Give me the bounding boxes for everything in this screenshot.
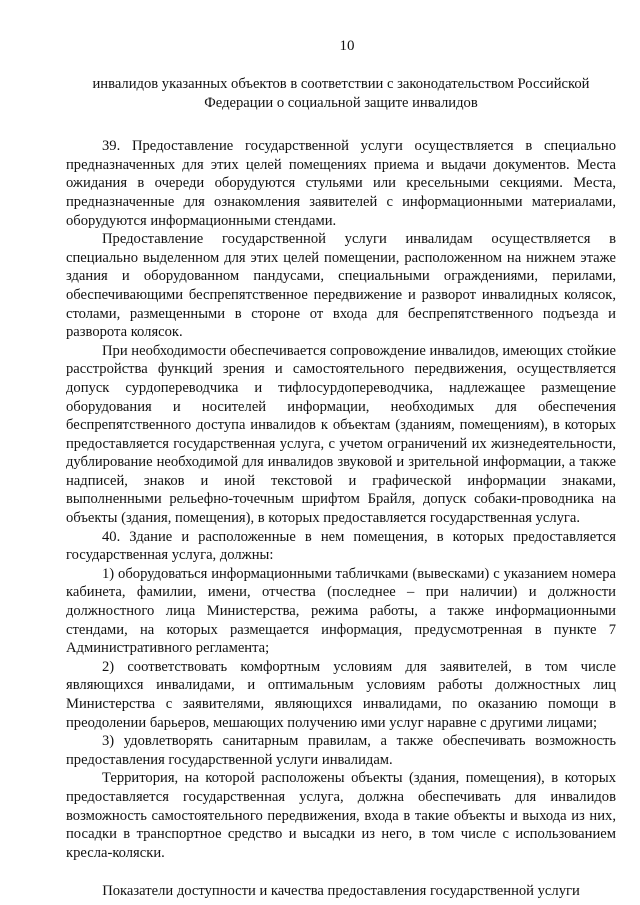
list-item-3: 3) удовлетворять санитарным правилам, а также обеспечивать возможность предоставления государственной услуги инвалидам.	[66, 733, 616, 768]
paragraph-disabled-access-premises: Предоставление государственной услуги инвалидам осуществляется в специально выделенном для этих целей помещении, расположенном на нижнем этаже здания и оборудованном пандусами, специальными ограждениями, перилами, обеспечивающими беспрепятственное передвижение и разворот инвалидных колясок, столами, размещенными в стороне от входа для беспрепятственного подъезда и разворота колясок.	[66, 231, 616, 341]
page-number: 10	[339, 38, 355, 54]
section-heading: Показатели доступности и качества предоставления государственной услуги	[102, 883, 580, 900]
paragraph-40: 40. Здание и расположенные в нем помещения, в которых предоставляется государственная услуга, должны:	[66, 528, 616, 564]
paragraph-accompaniment: При необходимости обеспечивается сопровождение инвалидов, имеющих стойкие расстройства функций зрения и самостоятельного передвижения, осуществляется допуск сурдопереводчика и тифлосурдопереводчика, надлежащее размещение оборудования и носителей информации, необходимых для обеспечения беспрепятственного доступа инвалидов к объектам (зданиям, помещениям), в которых предоставляется государственная услуга, с учетом ограничений их жизнедеятельности, дублирование необходимой для инвалидов звуковой и зрительной информации, а также надписей, знаков и иной текстовой и графической информации знаками, выполненными рельефно-точечным шрифтом Брайля, допуск собаки-проводника на объекты (здания, помещения), в которых предоставляется государственная услуга.	[66, 342, 616, 527]
list-item-2: 2) соответствовать комфортным условиям для заявителей, в том числе являющихся инвалидами, и оптимальным условиям работы должностных лиц Министерства с заявителями, являющихся инвалидами, по оказанию помощи в преодолении барьеров, мешающих получению ими услуг наравне с другими лицами;	[66, 658, 616, 731]
heading-line: Федерации о социальной защите инвалидов	[204, 94, 478, 111]
section-title-continuation	[66, 75, 616, 112]
heading-line: инвалидов указанных объектов в соответствии с законодательством Российской	[92, 76, 590, 92]
list-item-1: 1) оборудоваться информационными табличками (вывесками) с указанием номера кабинета, фамилии, имени, отчества (последнее – при наличии) и должности должностного лица Министерства, режима работы, а также информационными стендами, на которых размещается информация, предусмотренная в пункте 7 Административного регламента;	[66, 565, 616, 657]
paragraph-39: 39. Предоставление государственной услуги осуществляется в специально предназначенных для этих целей помещениях приема и выдачи документов. Места ожидания в очереди оборудуются стульями или кресельными секциями. Места, предназначенные для ознакомления заявителей с информационными материалами, оборудуются информационными стендами.	[66, 138, 616, 229]
paragraph-territory: Территория, на которой расположены объекты (здания, помещения), в которых предоставляется государственная услуга, должна обеспечивать для инвалидов возможность самостоятельного передвижения, входа в такие объекты и выхода из них, посадки в транспортное средство и высадки из него, в том числе с использованием кресла-коляски.	[66, 770, 616, 861]
